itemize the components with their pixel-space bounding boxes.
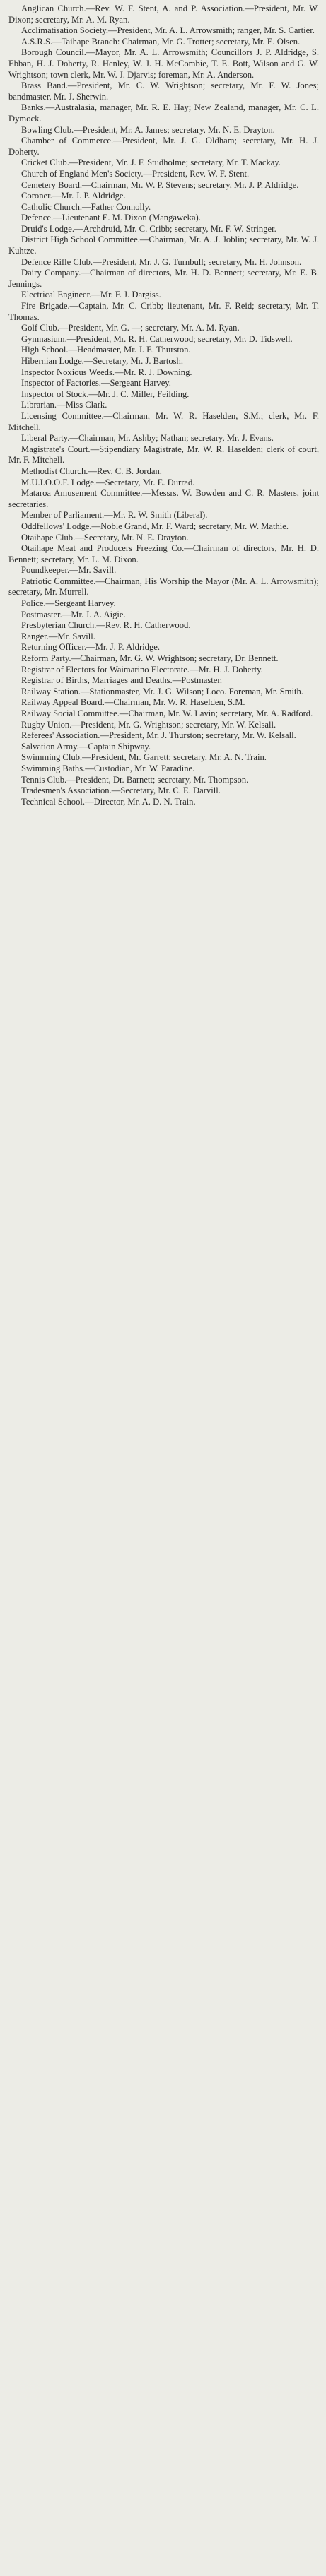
directory-entry: Golf Club.—President, Mr. G. —; secretary, Mr. A. M. Ryan. <box>21 323 240 333</box>
directory-entry: Chamber of Commerce.—President, Mr. J. G. Oldham; secretary, Mr. H. J. Doherty. <box>8 136 319 157</box>
directory-entry: Inspector Noxious Weeds.—Mr. R. J. Downing. <box>21 367 192 377</box>
directory-entry: Defence Rifle Club.—President, Mr. J. G. Turnbull; secretary, Mr. H. Johnson. <box>21 256 302 267</box>
directory-entry: Member of Parliament.—Mr. R. W. Smith (Liberal). <box>21 510 208 521</box>
directory-entry: Ranger.—Mr. Savill. <box>21 631 95 641</box>
directory-entry: Oddfellows' Lodge.—Noble Grand, Mr. F. Ward; secretary, Mr. W. Mathie. <box>21 521 289 531</box>
directory-entry: Brass Band.—President, Mr. C. W. Wrightson; secretary, Mr. F. W. Jones; bandmaster, Mr. J. Sherwin. <box>8 81 319 102</box>
directory-entry: Hibernian Lodge.—Secretary, Mr. J. Bartosh. <box>21 356 183 366</box>
directory-entry: Returning Officer.—Mr. J. P. Aldridge. <box>21 642 161 653</box>
directory-entry: Railway Social Committee.—Chairman, Mr. W. Lavin; secretary, Mr. A. Radford. <box>21 708 313 718</box>
directory-entry: Registrar of Electors for Waimarino Electorate.—Mr. H. J. Doherty. <box>21 664 263 675</box>
directory-entry: Magistrate's Court.—Stipendiary Magistrate, Mr. W. R. Haselden; clerk of court, Mr. F. Mitchell. <box>8 444 319 465</box>
directory-entry: Anglican Church.—Rev. W. F. Stent, A. and P. Association.—President, Mr. W. Dixon; secretary, Mr. A. M. Ryan. <box>8 4 319 25</box>
directory-entry: Banks.—Australasia, manager, Mr. R. E. Hay; New Zealand, manager, Mr. C. L. Dymock. <box>8 102 319 124</box>
directory-entry: Police.—Sergeant Harvey. <box>21 598 116 609</box>
directory-entry: Electrical Engineer.—Mr. F. J. Dargiss. <box>21 290 161 300</box>
directory-entry: Methodist Church.—Rev. C. B. Jordan. <box>21 465 162 476</box>
directory-entry: District High School Committee.—Chairman, Mr. A. J. Joblin; secretary, Mr. W. J. Kuhtze. <box>8 235 319 256</box>
directory-entry: Coroner.—Mr. J. P. Aldridge. <box>21 191 126 201</box>
directory-entry: Catholic Church.—Father Connolly. <box>21 201 151 212</box>
directory-entry: M.U.I.O.O.F. Lodge.—Secretary, Mr. E. Durrad. <box>21 477 195 487</box>
directory-entry: Swimming Club.—President, Mr. Garrett; secretary, Mr. A. N. Train. <box>21 752 267 763</box>
directory-entry: Reform Party.—Chairman, Mr. G. W. Wrightson; secretary, Dr. Bennett. <box>21 653 279 664</box>
directory-entry: Cemetery Board.—Chairman, Mr. W. P. Stevens; secretary, Mr. J. P. Aldridge. <box>21 179 299 190</box>
directory-entry: Postmaster.—Mr. J. A. Aigie. <box>21 609 126 619</box>
directory-entry: Bowling Club.—President, Mr. A. James; secretary, Mr. N. E. Drayton. <box>21 124 275 135</box>
directory-entry: Otaihape Club.—Secretary, Mr. N. E. Drayton. <box>21 532 189 542</box>
directory-entry: Rugby Union.—President, Mr. G. Wrightson; secretary, Mr. W. Kelsall. <box>21 719 276 730</box>
directory-entry: Tradesmen's Association.—Secretary, Mr. C. E. Darvill. <box>21 785 221 796</box>
directory-entry: Railway Appeal Board.—Chairman, Mr. W. R. Haselden, S.M. <box>21 697 245 708</box>
directory-entry: Mataroa Amusement Committee.—Messrs. W. Bowden and C. R. Masters, joint secretaries. <box>8 488 319 509</box>
directory-entry: Cricket Club.—President, Mr. J. F. Studholme; secretary, Mr. T. Mackay. <box>21 158 281 168</box>
directory-entry: Poundkeeper.—Mr. Savill. <box>21 565 117 576</box>
directory-entry: A.S.R.S.—Taihape Branch: Chairman, Mr. G. Trotter; secretary, Mr. E. Olsen. <box>21 36 301 47</box>
directory-entry: Gymnasium.—President, Mr. R. H. Catherwood; secretary, Mr. D. Tidswell. <box>21 333 293 344</box>
directory-entry: Liberal Party.—Chairman, Mr. Ashby; Nathan; secretary, Mr. J. Evans. <box>21 433 274 444</box>
directory-entry: Druid's Lodge.—Archdruid, Mr. C. Cribb; secretary, Mr. F. W. Stringer. <box>21 223 276 234</box>
directory-entry: Acclimatisation Society.—President, Mr. A. L. Arrowsmith; ranger, Mr. S. Cartier. <box>21 25 315 36</box>
directory-entry: Inspector of Stock.—Mr. J. C. Miller, Feilding. <box>21 388 190 399</box>
directory-entry: Licensing Committee.—Chairman, Mr. W. R. Haselden, S.M.; clerk, Mr. F. Mitchell. <box>8 410 319 432</box>
directory-entry: Otaihape Meat and Producers Freezing Co.—Chairman of directors, Mr. H. D. Bennett; secretary, Mr. L. M. Dixon. <box>8 543 319 564</box>
directory-entry: Borough Council.—Mayor, Mr. A. L. Arrowsmith; Councillors J. P. Aldridge, S. Ebban, H. J. Doherty, R. Henley, W. J. H. McCombie, T. E. Bott, Wilson and G. W. Wrightson; town clerk, Mr. W. J. Djarvis; foreman, Mr. A. Anderson. <box>8 47 319 80</box>
directory-entry: Registrar of Births, Marriages and Deaths.—Postmaster. <box>21 675 223 686</box>
directory-entry: Presbyterian Church.—Rev. R. H. Catherwood. <box>21 620 191 631</box>
directory-entry: Church of England Men's Society.—President, Rev. W. F. Stent. <box>21 168 250 179</box>
directory-entry: Patriotic Committee.—Chairman, His Worship the Mayor (Mr. A. L. Arrowsmith); secretary, Mr. Murrell. <box>8 576 319 598</box>
directory-entry: High School.—Headmaster, Mr. J. E. Thurston. <box>21 345 191 355</box>
directory-entry: Librarian.—Miss Clark. <box>21 400 107 410</box>
directory-entry: Railway Station.—Stationmaster, Mr. J. G. Wilson; Loco. Foreman, Mr. Smith. <box>21 686 303 696</box>
directory-entry: Inspector of Factories.—Sergeant Harvey. <box>21 378 171 388</box>
directory-entry: Defence.—Lieutenant E. M. Dixon (Mangaweka). <box>21 213 201 223</box>
directory-list <box>8 4 319 807</box>
directory-entry: Salvation Army.—Captain Shipway. <box>21 741 151 752</box>
directory-entry: Technical School.—Director, Mr. A. D. N. Train. <box>21 796 196 807</box>
directory-entry: Swimming Baths.—Custodian, Mr. W. Paradine. <box>21 763 195 773</box>
directory-entry: Tennis Club.—President, Dr. Barnett; secretary, Mr. Thompson. <box>21 774 249 785</box>
directory-entry: Referees' Association.—President, Mr. J. Thurston; secretary, Mr. W. Kelsall. <box>21 730 296 741</box>
directory-entry: Fire Brigade.—Captain, Mr. C. Cribb; lieutenant, Mr. F. Reid; secretary, Mr. T. Thomas. <box>8 301 319 322</box>
directory-entry: Dairy Company.—Chairman of directors, Mr. H. D. Bennett; secretary, Mr. E. B. Jennings. <box>8 268 319 289</box>
